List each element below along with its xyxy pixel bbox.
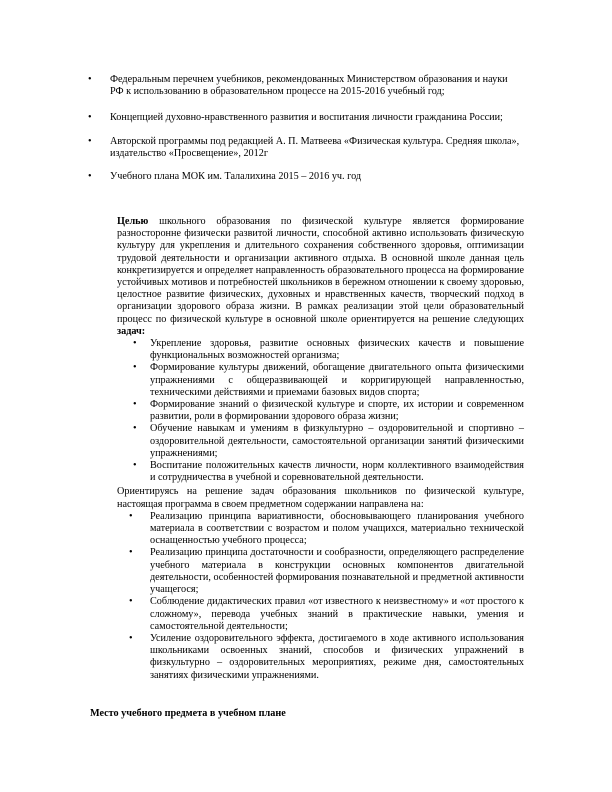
bullet-icon: • (88, 112, 92, 124)
list-item-text: Федеральным перечнем учебников, рекомендованных Министерством образования и науки РФ к использованию в образовательном процессе на 2015-2016 учебный год; (110, 74, 508, 98)
list-item (0, 112, 520, 124)
list-item (117, 423, 524, 460)
list-item (0, 136, 520, 160)
bullet-icon: • (88, 135, 92, 147)
list-item-text: Формирование знаний о физической культуре и спорте, их истории и современном развитии, роли в формировании здорового образа жизни; (150, 399, 524, 423)
bullet-icon: • (88, 74, 92, 85)
bullet-icon: • (88, 171, 92, 183)
bullet-icon: • (133, 399, 137, 411)
list-item (117, 338, 524, 362)
tasks-label: задач: (117, 325, 146, 337)
list-item-text: Формирование культуры движений, обогащение двигательного опыта физическими упражнениями с общеразвивающей и корригирующей направленностью, техническими действиями и приемами базовых видов спорта; (150, 362, 524, 398)
list-item (117, 460, 524, 484)
list-item-text: Учебного плана МОК им. Талалихина 2015 – 2016 уч. год (110, 171, 362, 183)
list-item-text: Усиление оздоровительного эффекта, достигаемого в ходе активного использования школьниками освоенных знаний, способов и физических упражнений в физкультурно – оздоровительных мероприятиях, режиме дня, самостоятельных занятиях физическими упражнениями. (150, 632, 524, 681)
bullet-icon: • (129, 510, 133, 522)
orientation-paragraph: Ориентируясь на решение задач образования школьников по физической культуре, настоящая программа в своем предметном содержании направлена на: (117, 486, 524, 510)
list-item (117, 399, 524, 423)
main-text-block (117, 216, 524, 682)
list-item (0, 171, 520, 183)
list-item (117, 547, 524, 596)
list-item-text: Концепцией духовно-нравственного развития и воспитания личности гражданина России; (110, 112, 503, 124)
list-item (117, 362, 524, 399)
tasks-list (117, 338, 524, 484)
list-item (117, 511, 524, 548)
bullet-icon: • (133, 338, 137, 350)
directions-list (117, 511, 524, 682)
bullet-icon: • (133, 460, 137, 472)
bullet-icon: • (133, 423, 137, 435)
bullet-icon: • (129, 632, 133, 644)
bullet-icon: • (133, 362, 137, 374)
list-item (117, 633, 524, 682)
goal-text: школьного образования по физической культуре является формирование разносторонне физически развитой личности, способной активно использовать физическую культуру для укрепления и длительного сохранения собственного здоровья, оптимизации трудовой деятельности и организации активного отдыха. В основной школе данная цель конкретизируется и определяет направленность образовательного процесса на формирование устойчивых мотивов и потребностей школьников в бережном отношении к своему здоровью, целостное развитие физических, духовных и нравственных качеств, творческий подход в организации здорового образа жизни. В рамках реализации этой цели образовательный процесс по физической культуре в основной школе ориентируется на решение следующих (117, 216, 524, 325)
list-item (0, 74, 520, 98)
normative-basis-list (0, 74, 612, 183)
list-item-text: Реализацию принципа вариативности, обосновывающего планирования учебного материала в соответствии с возрастом и полом учащихся, материально технической оснащенностью учебного процесса; (150, 510, 524, 547)
list-item-text: Реализацию принципа достаточности и сообразности, определяющего распределение учебного материала в конструкции основных компонентов двигательной деятельности, особенностей формирования познавательной и предметной активности учащегося; (150, 547, 524, 596)
bullet-icon: • (129, 596, 133, 608)
list-item-text: Обучение навыкам и умениям в физкультурно – оздоровительной и спортивно – оздоровительной деятельности, самостоятельной организации занятий физическими упражнениями; (150, 423, 524, 459)
list-item-text: Соблюдение дидактических правил «от известного к неизвестному» и «от простого к сложному», перевода учебных знаний в практические навыки, умения и самостоятельной деятельности; (150, 596, 524, 632)
bullet-icon: • (129, 547, 133, 559)
list-item-text: Авторской программы под редакцией А. П. Матвеева «Физическая культура. Средняя школа», издательство «Просвещение», 2012г (110, 135, 520, 159)
goal-paragraph (117, 216, 524, 338)
list-item-text: Воспитание положительных качеств личности, норм коллективного взаимодействия и сотрудничества в учебной и соревновательной деятельности. (150, 460, 524, 484)
section-heading: Место учебного предмета в учебном плане (90, 708, 286, 719)
list-item (117, 596, 524, 633)
list-item-text: Укрепление здоровья, развитие основных физических качеств и повышение функциональных возможностей организма; (150, 338, 524, 362)
goal-label: Целью (117, 216, 149, 227)
